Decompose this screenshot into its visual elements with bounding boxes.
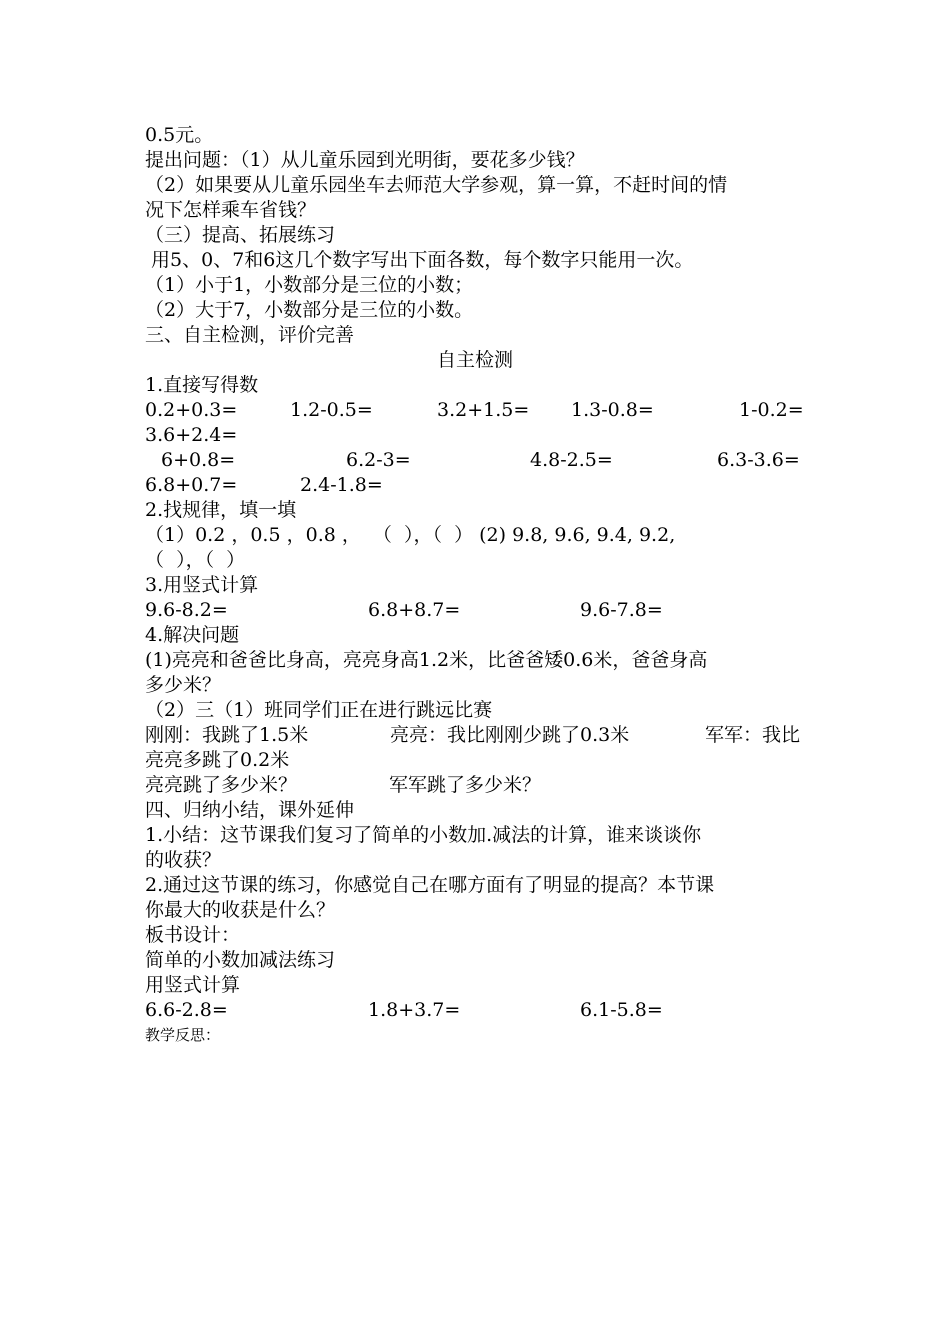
text-line: （2）三（1）班同学们正在进行跳远比赛 — [145, 699, 493, 721]
text-line: 亮亮跳了多少米？ — [145, 774, 298, 796]
text-line: 1.小结：这节课我们复习了简单的小数加.减法的计算，谁来谈谈你 — [145, 824, 702, 846]
page-title: 自主检测 — [436, 349, 513, 371]
text-line: 2.通过这节课的练习，你感觉自己在哪方面有了明显的提高？本节课 — [145, 874, 715, 896]
text-line: 教学反思： — [145, 1026, 221, 1044]
calc-item: 9.6-8.2= — [145, 599, 228, 621]
text-line: 用5、0、7和6这几个数字写出下面各数，每个数字只能用一次。 — [145, 249, 694, 271]
section-heading: 三、自主检测，评价完善 — [145, 324, 355, 346]
question-heading: 2.找规律，填一填 — [145, 499, 297, 521]
calc-item: 4.8-2.5= — [530, 449, 613, 471]
calc-item: 0.2+0.3= — [145, 399, 238, 421]
text-line: 亮亮：我比刚刚少跳了0.3米 — [390, 724, 630, 746]
calc-item: 6.3-3.6= — [717, 449, 800, 471]
calc-item: 6.1-5.8= — [580, 999, 663, 1021]
calc-item: 1.2-0.5= — [290, 399, 373, 421]
section-heading: 四、归纳小结，课外延伸 — [145, 799, 355, 821]
calc-item: 3.2+1.5= — [437, 399, 530, 421]
calc-item: 6.8+0.7= — [145, 474, 238, 496]
text-line: 多少米？ — [145, 674, 222, 696]
calc-item: 6+0.8= — [161, 449, 236, 471]
calc-item: 9.6-7.8= — [580, 599, 663, 621]
text-line: 军军跳了多少米？ — [389, 774, 542, 796]
calc-item: 3.6+2.4= — [145, 424, 238, 446]
question-heading: 4.解决问题 — [145, 624, 240, 646]
calc-item: 6.8+8.7= — [368, 599, 461, 621]
pattern-line: （1）0.2 ，0.5 ，0.8 ， （ ），（ ） (2) 9.8, 9.6, 9.4, 9.2, — [145, 524, 676, 546]
calc-item: 2.4-1.8= — [300, 474, 383, 496]
section-heading: （三）提高、拓展练习 — [145, 224, 336, 246]
text-line: 你最大的收获是什么？ — [145, 899, 336, 921]
calc-item: 1.3-0.8= — [571, 399, 654, 421]
text-line: （1）小于1，小数部分是三位的小数； — [145, 274, 474, 296]
text-line: 0.5元。 — [145, 124, 214, 146]
calc-item: 6.6-2.8= — [145, 999, 228, 1021]
question-heading: 1.直接写得数 — [145, 374, 259, 396]
text-line: 用竖式计算 — [145, 974, 241, 996]
text-line: （2）如果要从儿童乐园坐车去师范大学参观，算一算，不赶时间的情 — [145, 174, 728, 196]
text-line: (1)亮亮和爸爸比身高，亮亮身高1.2米，比爸爸矮0.6米，爸爸身高 — [145, 649, 708, 671]
text-line: （2）大于7，小数部分是三位的小数。 — [145, 299, 474, 321]
calc-item: 1-0.2= — [739, 399, 804, 421]
text-line: 提出问题：（1）从儿童乐园到光明街，要花多少钱？ — [145, 149, 585, 171]
text-line: 板书设计： — [145, 924, 241, 946]
text-line: 简单的小数加减法练习 — [145, 949, 336, 971]
question-heading: 3.用竖式计算 — [145, 574, 259, 596]
text-line: 况下怎样乘车省钱？ — [145, 199, 317, 221]
text-line: 亮亮多跳了0.2米 — [145, 749, 290, 771]
text-line: 刚刚：我跳了1.5米 — [145, 724, 309, 746]
calc-item: 6.2-3= — [346, 449, 411, 471]
calc-item: 1.8+3.7= — [368, 999, 461, 1021]
text-line: 的收获？ — [145, 849, 222, 871]
text-line: 军军：我比 — [705, 724, 801, 746]
pattern-line: （ ），（ ） — [145, 549, 246, 571]
